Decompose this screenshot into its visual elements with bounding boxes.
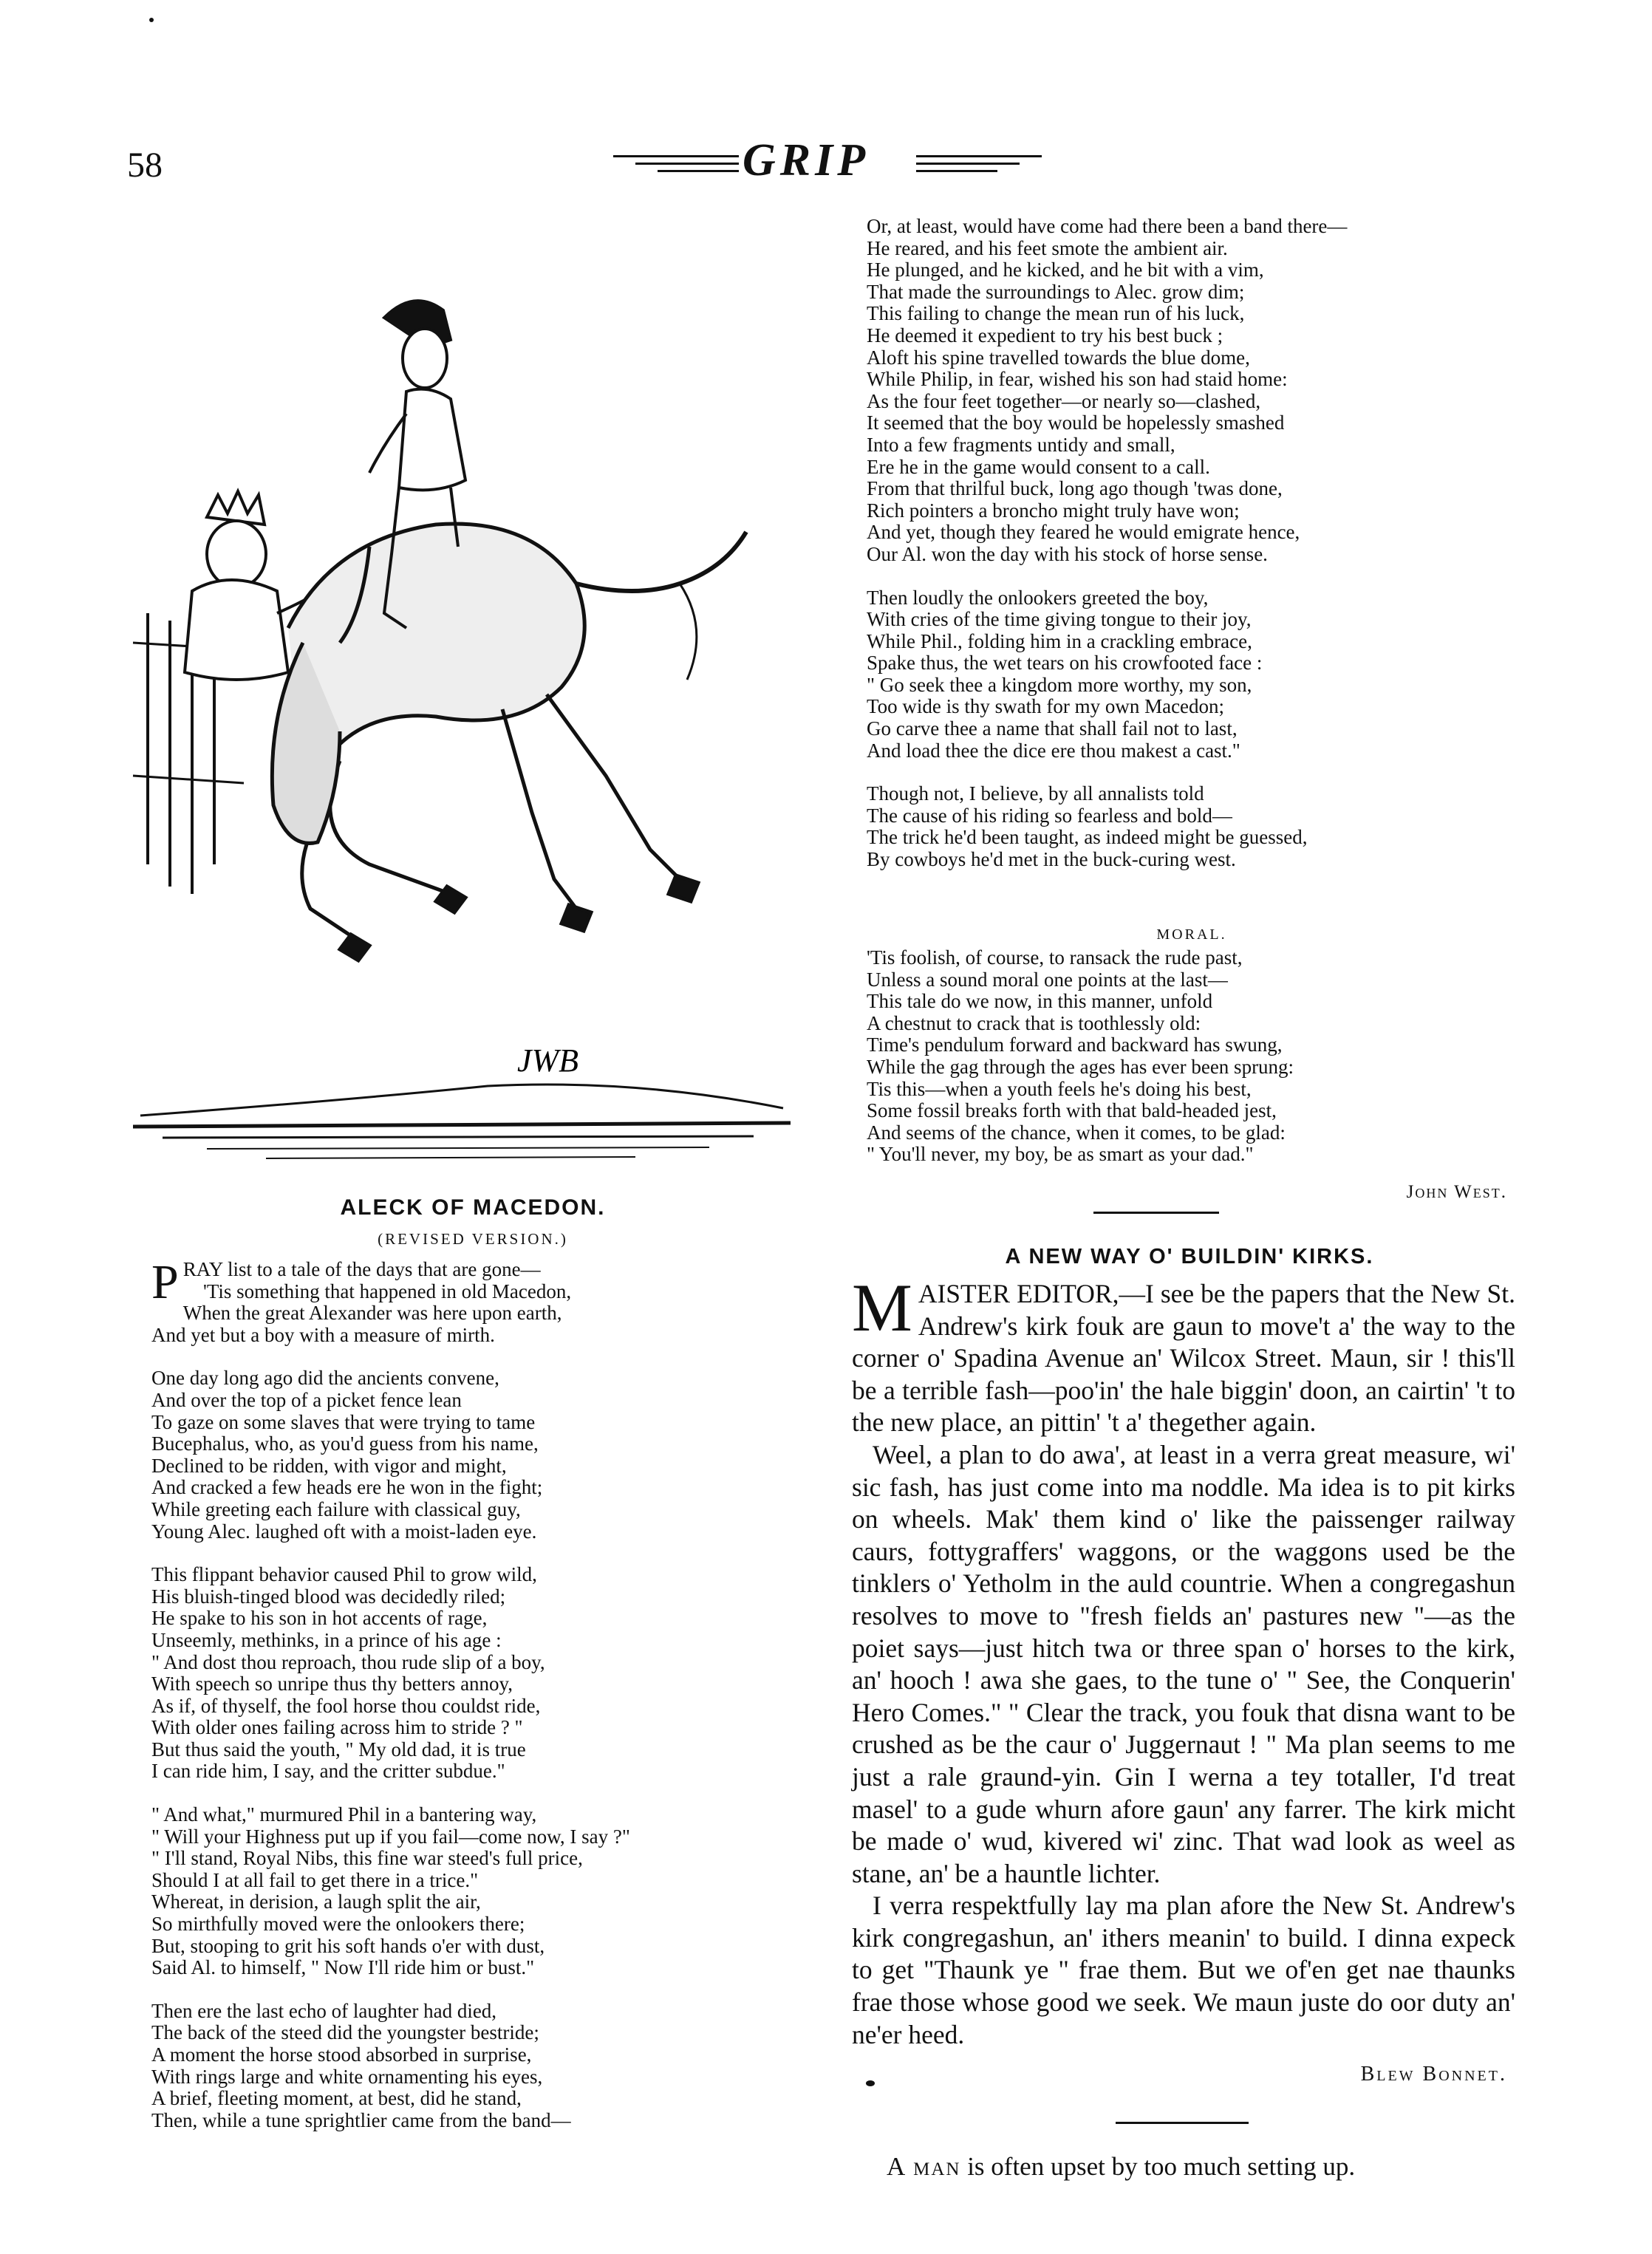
poem-line: And over the top of a picket fence lean (151, 1388, 462, 1411)
poem-line: A moment the horse stood absorbed in surprise, (151, 2043, 532, 2066)
poem-line: His bluish-tinged blood was decidedly riled; (151, 1585, 506, 1608)
poem-line: And cracked a few heads ere he won in the fight; (151, 1476, 543, 1499)
poem-line: Whereat, in derision, a laugh split the air, (151, 1891, 481, 1913)
poem-line: With older ones failing across him to stride ? " (151, 1716, 523, 1739)
poem-line: Then ere the last echo of laughter had died, (151, 1999, 497, 2022)
poem-line: This failing to change the mean run of his luck, (867, 302, 1245, 325)
poem-body-right (867, 216, 1517, 871)
poem-line: With rings large and white ornamenting his eyes, (151, 2065, 543, 2088)
poem-stanza (151, 1804, 802, 1979)
poem-line: Then loudly the onlookers greeted the boy, (867, 586, 1209, 609)
moral-stanza (867, 947, 1517, 1166)
poem-line: I can ride him, I say, and the critter subdue." (151, 1760, 505, 1783)
poem-line: Unless a sound moral one points at the last— (867, 968, 1228, 991)
poem-line: Tis this—when a youth feels he's doing his best, (867, 1077, 1252, 1100)
poem-line: While the gag through the ages has ever been sprung: (867, 1055, 1294, 1078)
moral-heading: MORAL. (1156, 926, 1227, 943)
poem-stanza (151, 2001, 802, 2132)
poem-stanza (151, 1367, 802, 1543)
poem-line: This tale do we now, in this manner, unfold (867, 990, 1213, 1013)
poem-line: RAY list to a tale of the days that are gone— (182, 1258, 541, 1280)
poem-stanza (867, 587, 1517, 762)
poem-line: Aloft his spine travelled towards the blue dome, (867, 346, 1250, 369)
poem-line: With cries of the time giving tongue to their joy, (867, 608, 1252, 631)
poem-line: Time's pendulum forward and backward has swung, (867, 1034, 1283, 1056)
page-number: 58 (127, 146, 163, 185)
poem-line: While greeting each failure with classical guy, (151, 1497, 521, 1520)
poem-line: The back of the steed did the youngster bestride; (151, 2021, 539, 2044)
poem-line: And yet, though they feared he would emigrate hence, (867, 521, 1300, 544)
poem-line: Our Al. won the day with his stock of horse sense. (867, 542, 1268, 565)
article-title: A NEW WAY O' BUILDIN' KIRKS. (1005, 1245, 1374, 1268)
bucking-horse-illustration (118, 199, 805, 1189)
poem-line: And load thee the dice ere thou makest a cast." (867, 739, 1240, 762)
poem-title: ALECK OF MACEDON. (340, 1195, 606, 1220)
poem-line: A brief, fleeting moment, at best, did he stand, (151, 2087, 522, 2110)
filler-lead: A man (887, 2152, 961, 2181)
masthead (591, 133, 1064, 185)
article-body (852, 1270, 1515, 2051)
print-speck (149, 18, 154, 22)
poem-line: Bucephalus, who, as you'd guess from his name, (151, 1432, 539, 1455)
poem-line: As if, of thyself, the fool horse thou couldst ride, (151, 1694, 541, 1717)
poem-line: And yet but a boy with a measure of mirth. (151, 1323, 495, 1346)
poem-dropcap: P (151, 1255, 179, 1309)
poem-line: " Will your Highness put up if you fail—come now, I say ?" (151, 1825, 630, 1848)
poem-line: Young Alec. laughed oft with a moist-laden eye. (151, 1520, 537, 1543)
poem-line: When the great Alexander was here upon earth, (182, 1302, 562, 1325)
poem-line: " And what," murmured Phil in a bantering way, (151, 1803, 537, 1826)
poem-line: Then, while a tune sprightlier came from the band— (151, 2108, 571, 2131)
poem-line: Declined to be ridden, with vigor and might, (151, 1454, 507, 1477)
poem-line: Ere he in the game would consent to a call. (867, 455, 1210, 478)
poem-line: As the four feet together—or nearly so—clashed, (867, 389, 1261, 412)
article-paragraph (852, 1270, 1515, 1439)
poem-line: Too wide is thy swath for my own Macedon; (867, 695, 1225, 718)
poem-line: Rich pointers a broncho might truly have won; (867, 499, 1240, 522)
poem-line: Into a few fragments untidy and small, (867, 433, 1175, 456)
article-paragraph: Weel, a plan to do awa', at least in a verra great measure, wi' sic fash, has just come into ma noddle. Ma idea is to pit kirks on wheels. Mak' them kind o' like the paissenger railway caurs, fottygraffers' waggons, or the waggons used be the tinklers o' Yetholm in the auld countrie. When a congregashun resolves to move to "fresh fields an' pastures new "—as the poiet says—just hitch twa or three span o' horses to the kirk, an' hooch ! awa she gaes, to the tune o' " See, the Conquerin' Hero Comes." " Clear the track, you fouk that disna want to be crushed as be the caur o' Juggernaut ! " Ma plan seems to me just a rale graund-yin. Gin I werna a tey totaller, I'd treat masel' to a gude whurn afore gaun' any farrer. The kirk micht be made o' wud, kivered wi' zinc. That wad look as weel as stane, an' be a hauntle lichter. (852, 1439, 1515, 1888)
print-speck (866, 2080, 875, 2086)
poem-line: While Philip, in fear, wished his son had staid home: (867, 368, 1288, 391)
poem-line: Though not, I believe, by all annalists told (867, 782, 1204, 805)
section-divider (1093, 1212, 1219, 1214)
poem-line: But, stooping to grit his soft hands o'er with dust, (151, 1934, 545, 1957)
poem-line: While Phil., folding him in a crackling embrace, (867, 629, 1252, 652)
poem-line: With speech so unripe thus thy betters annoy, (151, 1673, 513, 1695)
article-dropcap: M (852, 1270, 912, 1345)
poem-line: By cowboys he'd met in the buck-curing west. (867, 848, 1236, 871)
article-paragraph: I verra respektfully lay ma plan afore the New St. Andrew's kirk congregashun, an' ithers meanin' to build. I dinna expeck to get "Thaunk ye " frae them. But we of'en get nae thaunks frae those whose good we seek. We maun juste do oor duty an' ne'er heed. (852, 1891, 1515, 2049)
poem-stanza (867, 783, 1517, 870)
article-signature: Blew Bonnet. (1360, 2063, 1507, 2086)
article-paragraph-text: AISTER EDITOR,—I see be the papers that the New St. Andrew's kirk fouk are gaun to move't a' the way to the corner o' Spadina Avenue an' Wilcox Street. Maun, sir ! this'll be a terrible fash—poo'in' the hale biggin' doon, an cairtin' 't to the new place, an pittin' 't a' thegether again. (852, 1279, 1515, 1438)
section-divider (1116, 2122, 1249, 2124)
poem-line: And seems of the chance, when it comes, to be glad: (867, 1121, 1286, 1144)
illustration-monogram: JWB (517, 1042, 579, 1079)
poem-line: Unseemly, methinks, in a prince of his age : (151, 1628, 502, 1651)
poem-stanza (151, 1564, 802, 1783)
poem-line: He reared, and his feet smote the ambient air. (867, 236, 1228, 259)
poem-line: 'Tis something that happened in old Macedon, (203, 1280, 572, 1302)
masthead-title: GRIP (743, 135, 870, 185)
poem-line: " I'll stand, Royal Nibs, this fine war steed's full price, (151, 1847, 583, 1870)
poem-line: It seemed that the boy would be hopelessly smashed (867, 411, 1285, 434)
poem-subtitle: (REVISED VERSION.) (378, 1230, 568, 1248)
filler-quip (887, 2152, 1507, 2182)
poem-stanza (151, 1255, 802, 1346)
poem-line: Go carve thee a name that shall fail not to last, (867, 717, 1238, 740)
poem-line: That made the surroundings to Alec. grow dim; (867, 280, 1245, 303)
poem-body-left (151, 1255, 802, 2131)
poem-line: The cause of his riding so fearless and bold— (867, 804, 1232, 827)
poem-line: To gaze on some slaves that were trying to tame (151, 1410, 536, 1433)
poem-line: One day long ago did the ancients convene, (151, 1367, 499, 1390)
poem-line: A chestnut to crack that is toothlessly old: (867, 1011, 1201, 1034)
poem-line: So mirthfully moved were the onlookers there; (151, 1913, 525, 1936)
poem-line: " Go seek thee a kingdom more worthy, my son, (867, 673, 1252, 696)
poem-line: Said Al. to himself, " Now I'll ride him or bust." (151, 1956, 535, 1979)
poem-stanza (867, 216, 1517, 566)
poem-line: From that thrilful buck, long ago though 'twas done, (867, 477, 1283, 500)
poem-line: Or, at least, would have come had there been a band there— (867, 215, 1348, 237)
poem-line: " You'll never, my boy, be as smart as your dad." (867, 1143, 1254, 1166)
poem-line: This flippant behavior caused Phil to grow wild, (151, 1563, 537, 1586)
poem-line: " And dost thou reproach, thou rude slip of a boy, (151, 1650, 545, 1673)
poem-line: Spake thus, the wet tears on his crowfooted face : (867, 652, 1263, 675)
poem-line: He deemed it expedient to try his best buck ; (867, 324, 1223, 346)
poem-line: 'Tis foolish, of course, to ransack the rude past, (867, 946, 1243, 969)
poem-line: He spake to his son in hot accents of rage, (151, 1607, 488, 1630)
poem-line: But thus said the youth, " My old dad, it is true (151, 1738, 526, 1760)
poem-line: The trick he'd been taught, as indeed might be guessed, (867, 826, 1308, 849)
poem-signature: John West. (1406, 1182, 1507, 1202)
filler-rest: is often upset by too much setting up. (960, 2152, 1356, 2181)
poem-line: Should I at all fail to get there in a trice." (151, 1868, 479, 1891)
poem-line: Some fossil breaks forth with that bald-headed jest, (867, 1099, 1277, 1122)
poem-line: He plunged, and he kicked, and he bit with a vim, (867, 259, 1264, 281)
